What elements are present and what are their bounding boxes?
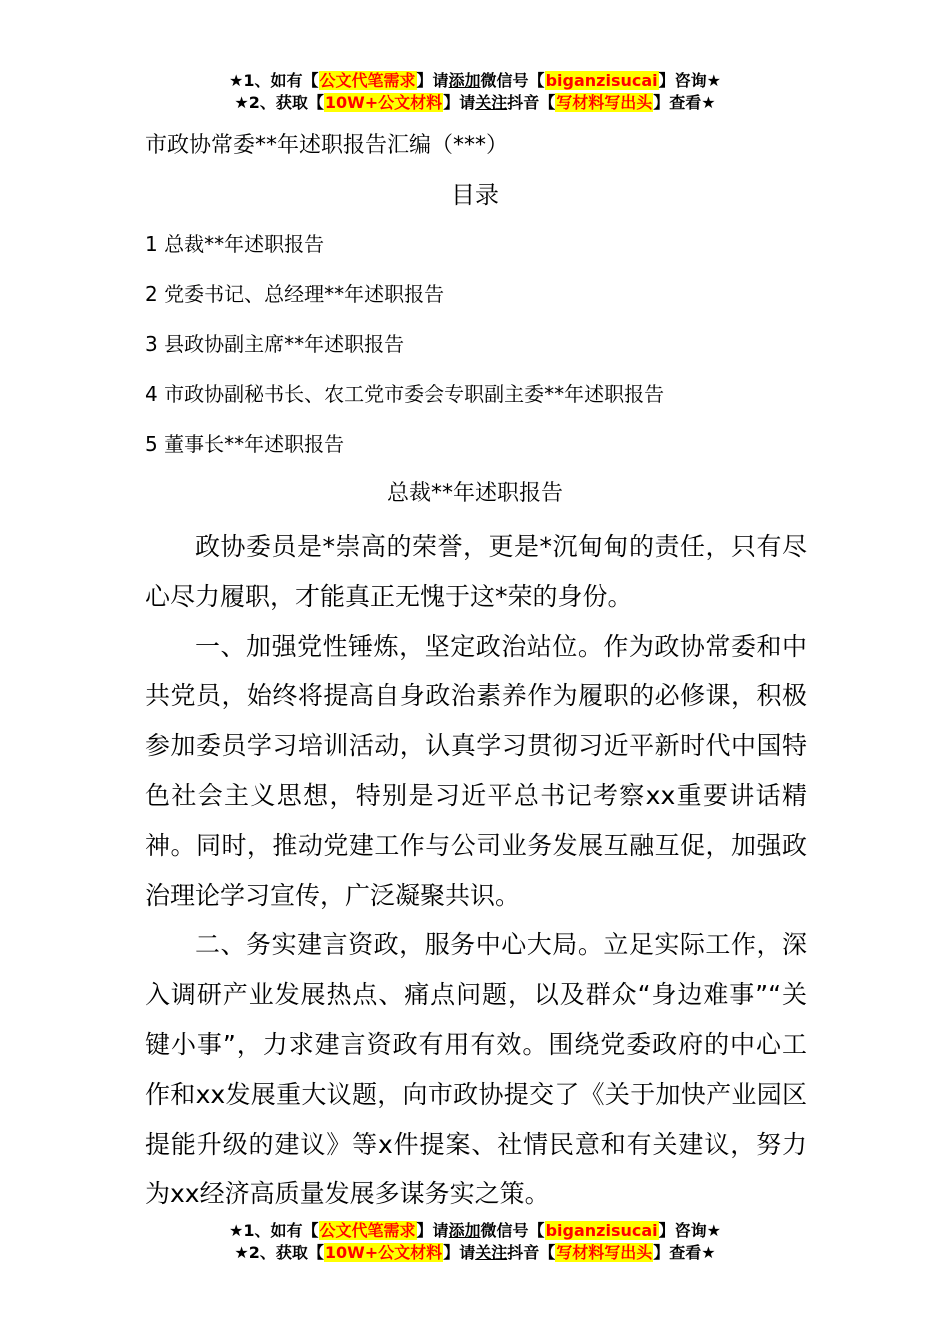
promo-underline: 添加 — [448, 71, 481, 90]
promo-text: 抖音【 — [507, 93, 556, 112]
promo-douyin-id: 写材料写出头 — [556, 93, 653, 112]
promo-wechat-id: biganzisucai — [545, 71, 658, 90]
promo-douyin-id: 写材料写出头 — [556, 1243, 653, 1262]
promo-underline: 关注 — [475, 1243, 508, 1262]
promo-banner-bottom — [0, 1220, 950, 1264]
promo-text: 】咨询★ — [658, 71, 721, 90]
promo-text: 】请 — [416, 71, 449, 90]
promo-underline: 关注 — [475, 93, 508, 112]
promo-text: 】咨询★ — [658, 1221, 721, 1240]
promo-line-1 — [0, 70, 950, 92]
toc-item: 3 县政协副主席**年述职报告 — [145, 332, 405, 356]
toc-item: 5 董事长**年述职报告 — [145, 432, 345, 456]
promo-line-2 — [0, 92, 950, 114]
promo-text: 】查看★ — [653, 93, 716, 112]
promo-highlight: 10W+公文材料 — [324, 1243, 443, 1262]
promo-text: 】请 — [443, 1243, 476, 1262]
promo-text: 】请 — [416, 1221, 449, 1240]
toc-item: 1 总裁**年述职报告 — [145, 232, 325, 256]
paragraph: 一、加强党性锤炼，坚定政治站位。作为政协常委和中共党员，始终将提高自身政治素养作为履职的必修课，积极参加委员学习培训活动，认真学习贯彻习近平新时代中国特色社会主义思想，特别是习近平总书记考察xx重要讲话精神。同时，推动党建工作与公司业务发展互融互促，加强政治理论学习宣传，广泛凝聚共识。 — [145, 631, 807, 910]
toc-item: 4 市政协副秘书长、农工党市委会专职副主委**年述职报告 — [145, 382, 665, 406]
promo-text: 】请 — [443, 93, 476, 112]
promo-wechat-id: biganzisucai — [545, 1221, 658, 1240]
promo-text: 微信号【 — [480, 71, 545, 90]
toc-item: 2 党委书记、总经理**年述职报告 — [145, 282, 445, 306]
section-title: 总裁**年述职报告 — [386, 481, 563, 506]
promo-text: ★1、如有【 — [229, 71, 319, 90]
promo-highlight: 公文代笔需求 — [319, 1221, 416, 1240]
promo-text: ★2、获取【 — [234, 93, 324, 112]
promo-text: 抖音【 — [507, 1243, 556, 1262]
paragraph: 政协委员是*崇高的荣誉，更是*沉甸甸的责任，只有尽心尽力履职，才能真正无愧于这*荣的身份。 — [145, 532, 807, 611]
promo-underline: 添加 — [448, 1221, 481, 1240]
promo-highlight: 公文代笔需求 — [319, 71, 416, 90]
document-title: 市政协常委**年述职报告汇编（***） — [145, 133, 509, 158]
promo-text: ★2、获取【 — [234, 1243, 324, 1262]
promo-text: ★1、如有【 — [229, 1221, 319, 1240]
promo-text: 】查看★ — [653, 1243, 716, 1262]
promo-highlight: 10W+公文材料 — [324, 93, 443, 112]
promo-line-2 — [0, 1242, 950, 1264]
paragraph: 二、务实建言资政，服务中心大局。立足实际工作，深入调研产业发展热点、痛点问题，以及群众“身边难事”“关键小事”，力求建言资政有用有效。围绕党委政府的中心工作和xx发展重大议题，向市政协提交了《关于加快产业园区提能升级的建议》等x件提案、社情民意和有关建议，努力为xx经济高质量发展多谋务实之策。 — [145, 930, 807, 1209]
body-text — [145, 522, 807, 1219]
toc-heading: 目录 — [451, 181, 499, 209]
promo-line-1 — [0, 1220, 950, 1242]
promo-text: 微信号【 — [480, 1221, 545, 1240]
promo-banner-top — [0, 70, 950, 114]
